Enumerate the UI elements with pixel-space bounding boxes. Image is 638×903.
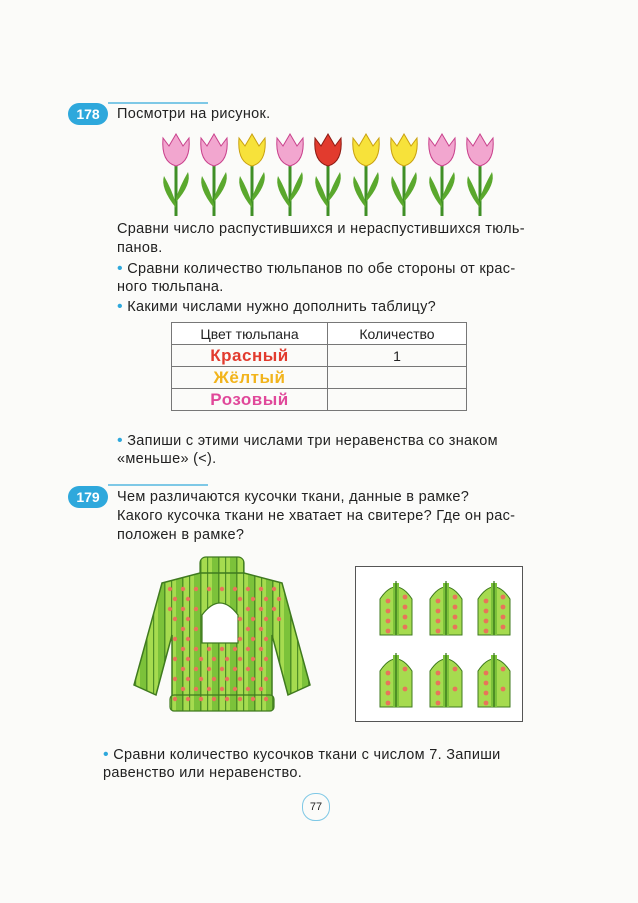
- sweater-dot: [212, 697, 216, 701]
- fabric-piece: [380, 653, 412, 707]
- sweater-dot: [246, 607, 250, 611]
- sweater-dot: [173, 697, 177, 701]
- task-178-bullet3-text: Запиши с этими числами три неравенства со знаком: [127, 433, 498, 449]
- fabric-pieces-frame: [355, 566, 523, 722]
- sweater-dot: [238, 597, 242, 601]
- tulips-illustration: [160, 128, 506, 220]
- sweater-dot: [194, 647, 198, 651]
- table-row: [172, 367, 467, 389]
- task-178-bullet2-text: Какими числами нужно дополнить таблицу?: [127, 299, 437, 315]
- sweater-dot: [259, 687, 263, 691]
- fabric-piece: [430, 581, 462, 635]
- sweater-dot: [272, 607, 276, 611]
- fabric-piece: [380, 581, 412, 635]
- sweater-dot: [277, 617, 281, 621]
- tulip: [239, 134, 265, 216]
- sweater-dot: [259, 607, 263, 611]
- sweater-dot: [186, 597, 190, 601]
- sweater-dot: [277, 597, 281, 601]
- task-178-bullet2: [117, 297, 436, 317]
- sweater-dot: [272, 587, 276, 591]
- sweater-dot: [212, 657, 216, 661]
- table-row: [172, 345, 467, 367]
- sweater-dot: [233, 587, 237, 591]
- row-color-red: Красный: [172, 345, 328, 367]
- row-color-pink: Розовый: [172, 389, 328, 411]
- task-179-line2: Какого кусочка ткани не хватает на свитере? Где он рас-: [117, 508, 516, 524]
- sweater-dot: [225, 657, 229, 661]
- task-178-bullet1-cont: ного тюльпана.: [117, 279, 224, 295]
- sweater-dot: [194, 607, 198, 611]
- sweater-dot: [207, 587, 211, 591]
- sweater-dot: [207, 687, 211, 691]
- task-178-line2: панов.: [117, 240, 163, 256]
- tulip: [353, 134, 379, 216]
- bullet-dot: •: [117, 260, 123, 277]
- task-178-bullet1: [117, 259, 515, 279]
- sweater-dot: [264, 697, 268, 701]
- task-178-badge: 178: [68, 103, 108, 125]
- sweater-dot: [181, 627, 185, 631]
- tulip: [163, 134, 189, 216]
- task-178-bullet1-text: Сравни количество тюльпанов по обе стороны от крас-: [127, 261, 516, 277]
- sweater-dot: [181, 647, 185, 651]
- sweater-dot: [251, 697, 255, 701]
- bullet-dot: •: [103, 746, 109, 763]
- table-header-color: Цвет тюльпана: [172, 323, 328, 345]
- sweater-dot: [181, 587, 185, 591]
- sweater-dot: [199, 657, 203, 661]
- sweater-dot: [173, 637, 177, 641]
- sweater-dot: [181, 687, 185, 691]
- bullet-dot: •: [117, 298, 123, 315]
- sweater-dot: [238, 677, 242, 681]
- sweater-dot: [233, 647, 237, 651]
- sweater-dot: [220, 667, 224, 671]
- sweater-dot: [251, 637, 255, 641]
- sweater-dot: [186, 697, 190, 701]
- sweater-dot: [264, 617, 268, 621]
- row-color-yellow: Жёлтый: [172, 367, 328, 389]
- sweater-dot: [207, 667, 211, 671]
- tulip: [391, 134, 417, 216]
- task-178-title: Посмотри на рисунок.: [117, 106, 271, 122]
- task-178-bullet3: [117, 431, 498, 451]
- task-179-rule: [108, 484, 208, 486]
- sweater-dot: [259, 667, 263, 671]
- tulip: [467, 134, 493, 216]
- sweater-dot: [259, 587, 263, 591]
- task-178-bullet3-cont: «меньше» (<).: [117, 451, 217, 467]
- table-row: [172, 389, 467, 411]
- sweater-dot: [233, 687, 237, 691]
- sweater-dot: [246, 647, 250, 651]
- sweater-dot: [246, 587, 250, 591]
- sweater-dot: [199, 677, 203, 681]
- sweater-dot: [233, 667, 237, 671]
- sweater-dot: [238, 637, 242, 641]
- table-header-qty: Количество: [328, 323, 467, 345]
- sweater-dot: [173, 597, 177, 601]
- sweater-dot: [220, 587, 224, 591]
- tulip: [201, 134, 227, 216]
- sweater-dot: [186, 637, 190, 641]
- task-179-line3: положен в рамке?: [117, 527, 245, 543]
- sweater-dot: [264, 637, 268, 641]
- sweater-dot: [186, 617, 190, 621]
- sweater-dot: [264, 597, 268, 601]
- sweater-dot: [181, 607, 185, 611]
- page-number: 77: [302, 793, 330, 821]
- task-178-line1: Сравни число распустившихся и нераспустившихся тюль-: [117, 221, 525, 237]
- sweater-dot: [220, 687, 224, 691]
- sweater-dot: [194, 667, 198, 671]
- sweater-dot: [186, 677, 190, 681]
- sweater-dot: [251, 657, 255, 661]
- sweater-dot: [259, 647, 263, 651]
- task-179-bullet1-text: Сравни количество кусочков ткани с числом 7. Запиши: [113, 747, 501, 763]
- sweater-dot: [220, 647, 224, 651]
- task-178-rule: [108, 102, 208, 104]
- sweater-dot: [168, 607, 172, 611]
- tulip: [429, 134, 455, 216]
- sweater-dot: [186, 657, 190, 661]
- sweater-dot: [246, 687, 250, 691]
- row-qty-yellow[interactable]: [328, 367, 467, 389]
- sweater-dot: [173, 617, 177, 621]
- sweater-dot: [238, 697, 242, 701]
- sweater-dot: [173, 657, 177, 661]
- tulip: [277, 134, 303, 216]
- sweater-dot: [264, 657, 268, 661]
- sweater-dot: [194, 587, 198, 591]
- row-qty-red[interactable]: 1: [328, 345, 467, 367]
- tulip: [315, 134, 341, 216]
- fabric-piece: [478, 581, 510, 635]
- sweater-dot: [199, 697, 203, 701]
- sweater-dot: [259, 627, 263, 631]
- task-179-bullet1-cont: равенство или неравенство.: [103, 765, 303, 781]
- tulip-table: [171, 322, 467, 411]
- sweater-dot: [251, 677, 255, 681]
- task-179-bullet1: [103, 745, 501, 765]
- sweater-dot: [251, 597, 255, 601]
- fabric-piece: [478, 653, 510, 707]
- sweater-dot: [264, 677, 268, 681]
- sweater-dot: [246, 627, 250, 631]
- sweater-dot: [168, 587, 172, 591]
- sweater-dot: [173, 677, 177, 681]
- sweater-dot: [207, 647, 211, 651]
- task-179-badge: 179: [68, 486, 108, 508]
- sweater-dot: [246, 667, 250, 671]
- sweater-dot: [212, 677, 216, 681]
- table-header: [172, 323, 467, 345]
- sweater-dot: [238, 617, 242, 621]
- sweater-dot: [225, 697, 229, 701]
- sweater-dot: [194, 687, 198, 691]
- sweater-dot: [238, 657, 242, 661]
- row-qty-pink[interactable]: [328, 389, 467, 411]
- fabric-pieces: [356, 567, 522, 721]
- bullet-dot: •: [117, 432, 123, 449]
- sweater-dot: [251, 617, 255, 621]
- sweater-dot: [181, 667, 185, 671]
- sweater-dot: [194, 627, 198, 631]
- sweater-dot: [225, 677, 229, 681]
- fabric-piece: [430, 653, 462, 707]
- task-179-line1: Чем различаются кусочки ткани, данные в рамке?: [117, 489, 470, 505]
- sweater-illustration: [122, 555, 322, 725]
